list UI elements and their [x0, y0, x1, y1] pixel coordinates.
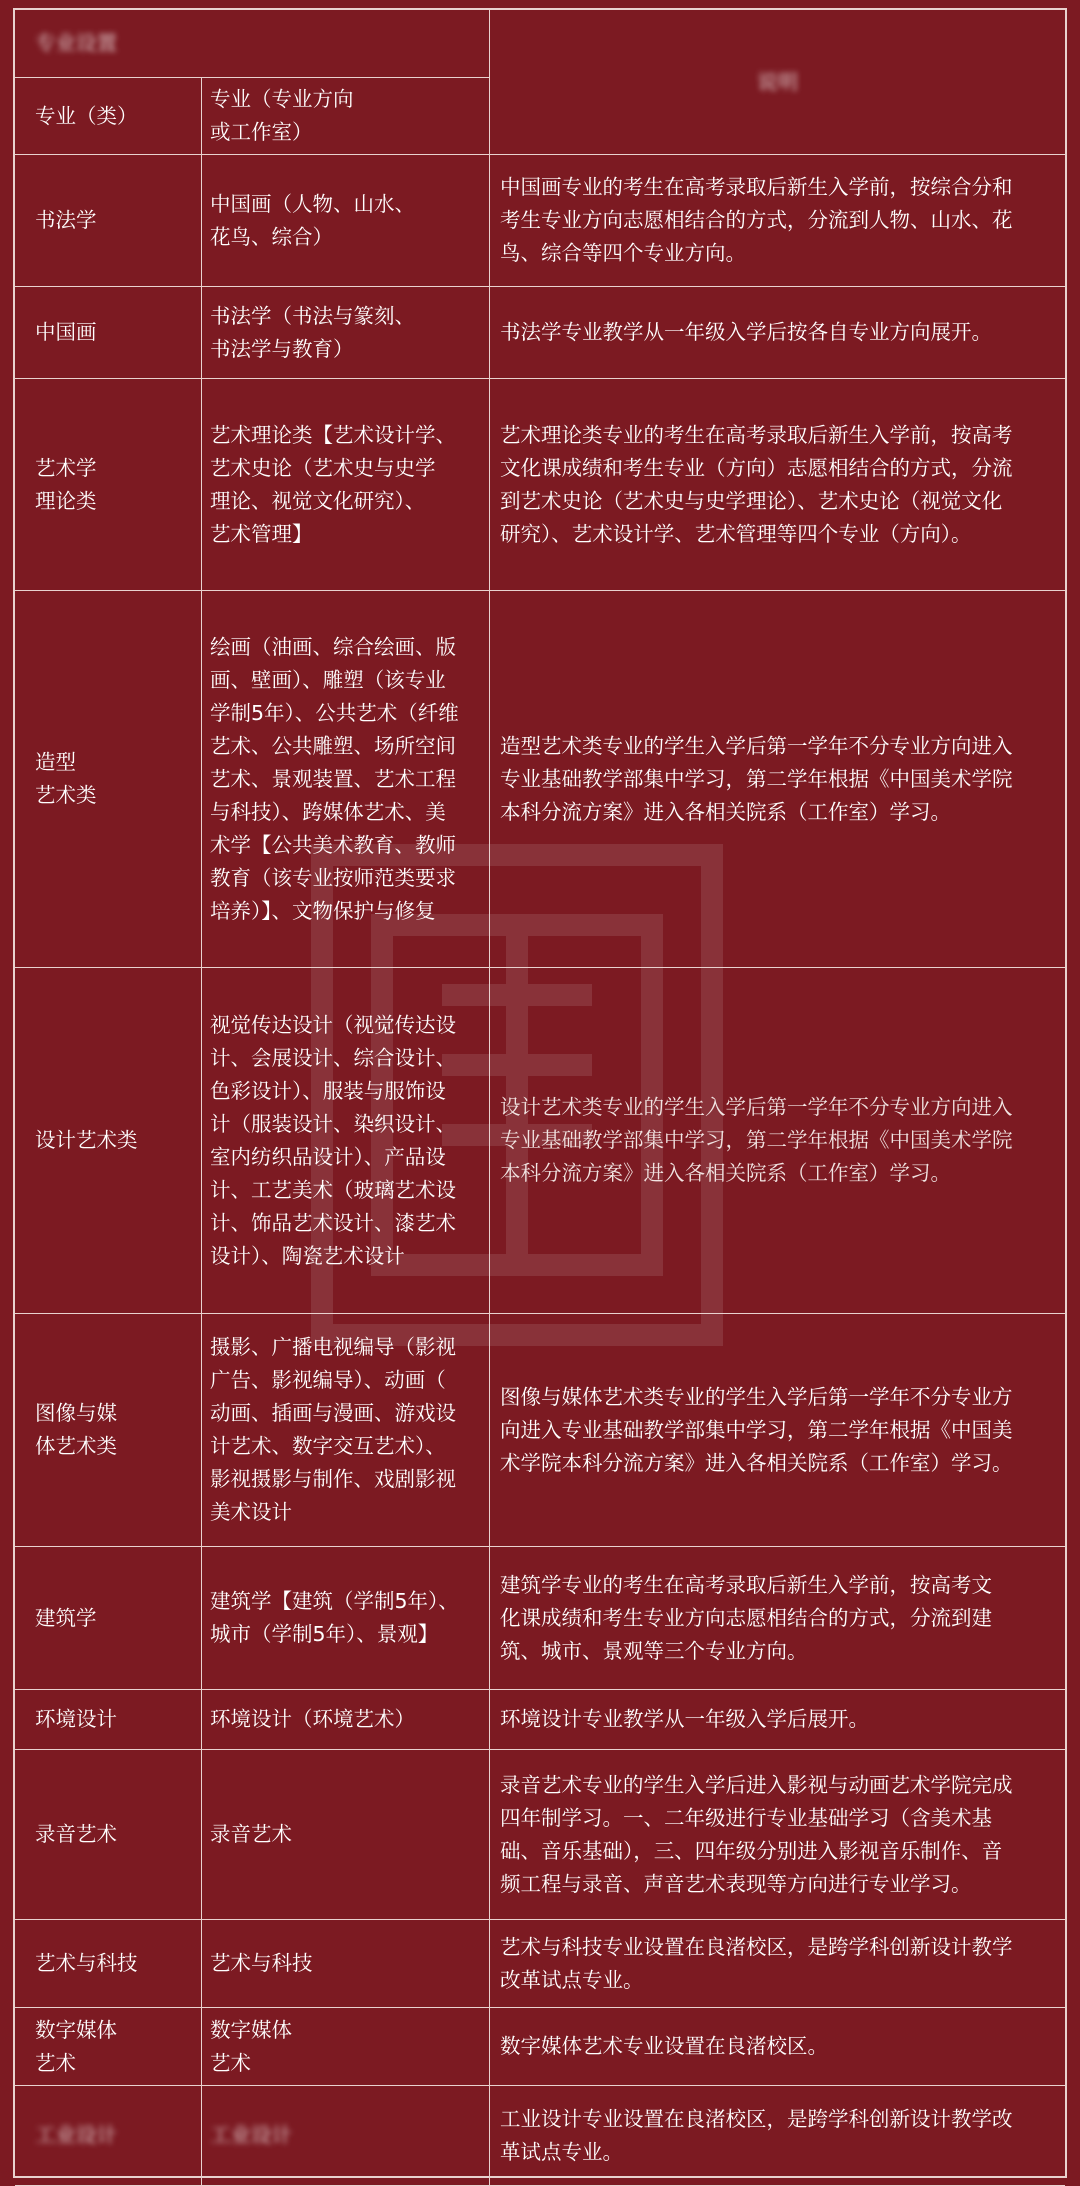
row-category: 录音艺术	[15, 1750, 202, 1920]
row-category	[15, 2086, 202, 2186]
row-majors: 艺术理论类【艺术设计学、 艺术史论（艺术史与史学 理论、视觉文化研究）、 艺术管理】	[202, 379, 490, 591]
row-majors: 摄影、广播电视编导（影视 广告、影视编导）、动画（ 动画、插画与漫画、游戏设 计艺术、数字交互艺术）、 影视摄影与制作、戏剧影视 美术设计	[202, 1314, 490, 1547]
row-note: 数字媒体艺术专业设置在良渚校区。	[490, 2008, 1065, 2086]
row-category: 造型 艺术类	[15, 591, 202, 968]
row-majors: 录音艺术	[202, 1750, 490, 1920]
row-category: 艺术学 理论类	[15, 379, 202, 591]
row-majors: 视觉传达设计（视觉传达设 计、会展设计、综合设计、 色彩设计）、服装与服饰设 计（服装设计、染织设计、 室内纺织品设计）、产品设 计、工艺美术（玻璃艺术设 计、饰品艺术设计、漆艺术 设计）、陶瓷艺术设计	[202, 968, 490, 1314]
row-majors-text: 工业设计	[210, 2123, 292, 2147]
row-category: 数字媒体 艺术	[15, 2008, 202, 2086]
header-col-category: 专业（类）	[15, 78, 202, 155]
row-category-text: 工业设计	[35, 2123, 117, 2147]
row-majors: 数字媒体 艺术	[202, 2008, 490, 2086]
header-col-major: 专业（专业方向 或工作室）	[202, 78, 490, 155]
row-category: 设计艺术类	[15, 968, 202, 1314]
row-note: 工业设计专业设置在良渚校区，是跨学科创新设计教学改 革试点专业。	[490, 2086, 1065, 2186]
row-note: 录音艺术专业的学生入学后进入影视与动画艺术学院完成 四年制学习。一、二年级进行专业基础学习（含美术基 础、音乐基础），三、四年级分别进入影视音乐制作、音 频工程与录音、声音艺术表现等方向进行专业学习。	[490, 1750, 1065, 1920]
row-note: 环境设计专业教学从一年级入学后展开。	[490, 1690, 1065, 1750]
majors-table	[15, 10, 1065, 2186]
row-note: 书法学专业教学从一年级入学后按各自专业方向展开。	[490, 287, 1065, 379]
row-majors: 中国画（人物、山水、 花鸟、综合）	[202, 155, 490, 287]
header-top-label	[15, 10, 490, 78]
row-note: 艺术理论类专业的考生在高考录取后新生入学前，按高考 文化课成绩和考生专业（方向）志愿相结合的方式，分流 到艺术史论（艺术史与史学理论）、艺术史论（视觉文化 研究）、艺术设计学、艺术管理等四个专业（方向）。	[490, 379, 1065, 591]
header-notes	[490, 10, 1065, 155]
row-note: 造型艺术类专业的学生入学后第一学年不分专业方向进入 专业基础教学部集中学习，第二学年根据《中国美术学院 本科分流方案》进入各相关院系（工作室）学习。	[490, 591, 1065, 968]
row-note: 设计艺术类专业的学生入学后第一学年不分专业方向进入 专业基础教学部集中学习，第二学年根据《中国美术学院 本科分流方案》进入各相关院系（工作室）学习。	[490, 968, 1065, 1314]
row-category: 建筑学	[15, 1547, 202, 1690]
row-category: 图像与媒 体艺术类	[15, 1314, 202, 1547]
header-notes-text: 说明	[757, 69, 798, 94]
row-note: 图像与媒体艺术类专业的学生入学后第一学年不分专业方 向进入专业基础教学部集中学习，第二学年根据《中国美 术学院本科分流方案》进入各相关院系（工作室）学习。	[490, 1314, 1065, 1547]
row-note: 中国画专业的考生在高考录取后新生入学前，按综合分和 考生专业方向志愿相结合的方式，分流到人物、山水、花 鸟、综合等四个专业方向。	[490, 155, 1065, 287]
row-majors: 建筑学【建筑（学制5年）、 城市（学制5年）、景观】	[202, 1547, 490, 1690]
row-category: 环境设计	[15, 1690, 202, 1750]
row-note: 建筑学专业的考生在高考录取后新生入学前，按高考文 化课成绩和考生专业方向志愿相结合的方式，分流到建 筑、城市、景观等三个专业方向。	[490, 1547, 1065, 1690]
row-category: 艺术与科技	[15, 1920, 202, 2008]
row-majors	[202, 2086, 490, 2186]
row-majors: 书法学（书法与篆刻、 书法学与教育）	[202, 287, 490, 379]
row-category: 中国画	[15, 287, 202, 379]
header-top-label-text: 专业设置	[35, 31, 117, 55]
row-note: 艺术与科技专业设置在良渚校区，是跨学科创新设计教学 改革试点专业。	[490, 1920, 1065, 2008]
row-category: 书法学	[15, 155, 202, 287]
row-majors: 绘画（油画、综合绘画、版 画、壁画）、雕塑（该专业 学制5年）、公共艺术（纤维 艺术、公共雕塑、场所空间 艺术、景观装置、艺术工程 与科技）、跨媒体艺术、美 术学【公共美术教育、教师 教育（该专业按师范类要求 培养）】、文物保护与修复	[202, 591, 490, 968]
row-majors: 艺术与科技	[202, 1920, 490, 2008]
row-majors: 环境设计（环境艺术）	[202, 1690, 490, 1750]
